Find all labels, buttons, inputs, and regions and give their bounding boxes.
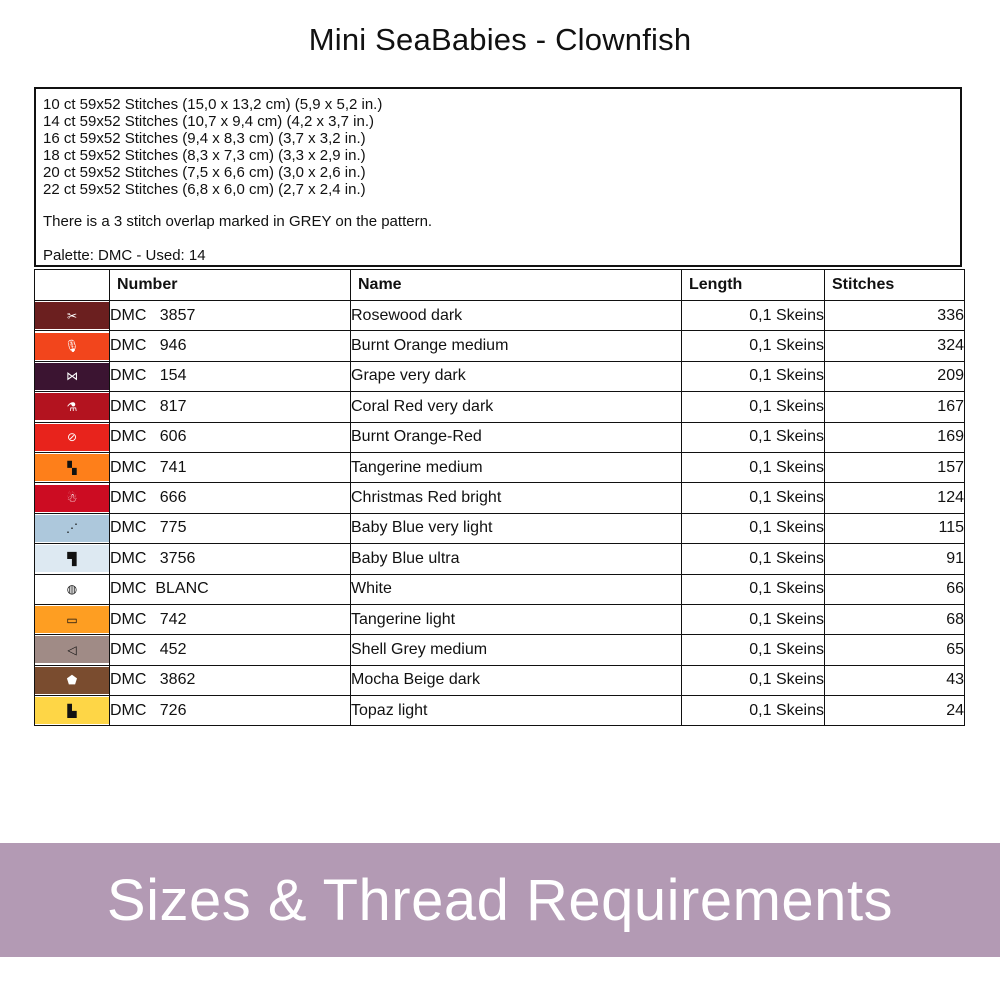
thread-length: 0,1 Skeins — [682, 696, 825, 726]
stitch-symbol-icon: ◍ — [66, 582, 78, 597]
color-swatch-cell — [35, 422, 110, 452]
stitch-symbol-icon: 🎙 — [64, 339, 80, 354]
thread-name: Tangerine medium — [351, 452, 682, 482]
thread-number: DMC 3862 — [110, 665, 351, 695]
thread-rows — [35, 301, 965, 726]
fabric-size-20ct: 20 ct 59x52 Stitches (7,5 x 6,6 cm) (3,0 x 2,6 in.) — [43, 164, 366, 181]
thread-length: 0,1 Skeins — [682, 422, 825, 452]
thread-stitches: 157 — [825, 452, 965, 482]
thread-row — [35, 665, 965, 695]
thread-length: 0,1 Skeins — [682, 665, 825, 695]
stitch-symbol-icon: ▭ — [66, 612, 78, 627]
thread-row — [35, 452, 965, 482]
thread-table-header — [35, 270, 965, 301]
thread-number: DMC 606 — [110, 422, 351, 452]
name-header: Name — [351, 270, 682, 301]
thread-row — [35, 574, 965, 604]
thread-stitches: 68 — [825, 604, 965, 634]
thread-row — [35, 635, 965, 665]
color-swatch-cell — [35, 513, 110, 543]
color-swatch — [35, 636, 109, 663]
thread-row — [35, 422, 965, 452]
color-swatch — [35, 333, 109, 360]
thread-number: DMC 666 — [110, 483, 351, 513]
thread-row — [35, 392, 965, 422]
thread-stitches: 336 — [825, 301, 965, 331]
thread-number: DMC 726 — [110, 696, 351, 726]
fabric-size-10ct: 10 ct 59x52 Stitches (15,0 x 13,2 cm) (5,9 x 5,2 in.) — [43, 96, 383, 113]
thread-name: White — [351, 574, 682, 604]
thread-row — [35, 361, 965, 391]
thread-stitches: 167 — [825, 392, 965, 422]
thread-name: Mocha Beige dark — [351, 665, 682, 695]
thread-length: 0,1 Skeins — [682, 513, 825, 543]
thread-name: Christmas Red bright — [351, 483, 682, 513]
color-swatch-cell — [35, 574, 110, 604]
length-header: Length — [682, 270, 825, 301]
thread-number: DMC 946 — [110, 331, 351, 361]
thread-stitches: 209 — [825, 361, 965, 391]
thread-name: Burnt Orange medium — [351, 331, 682, 361]
thread-length: 0,1 Skeins — [682, 574, 825, 604]
thread-name: Coral Red very dark — [351, 392, 682, 422]
color-swatch — [35, 545, 109, 572]
color-swatch — [35, 302, 109, 329]
color-swatch — [35, 515, 109, 542]
thread-stitches: 124 — [825, 483, 965, 513]
color-swatch — [35, 667, 109, 694]
thread-name: Shell Grey medium — [351, 635, 682, 665]
thread-name: Rosewood dark — [351, 301, 682, 331]
color-swatch — [35, 576, 109, 603]
thread-stitches: 169 — [825, 422, 965, 452]
stitch-symbol-icon: ▚ — [67, 460, 77, 475]
thread-name: Baby Blue very light — [351, 513, 682, 543]
palette-info: Palette: DMC - Used: 14 — [43, 247, 206, 264]
color-swatch — [35, 485, 109, 512]
fabric-size-16ct: 16 ct 59x52 Stitches (9,4 x 8,3 cm) (3,7 x 3,2 in.) — [43, 130, 366, 147]
overlap-note: There is a 3 stitch overlap marked in GREY on the pattern. — [43, 213, 433, 230]
thread-name: Grape very dark — [351, 361, 682, 391]
stitch-symbol-icon: ⬟ — [66, 673, 78, 688]
thread-row — [35, 331, 965, 361]
color-swatch-cell — [35, 392, 110, 422]
color-swatch-cell — [35, 452, 110, 482]
color-swatch-cell — [35, 604, 110, 634]
stitch-symbol-icon: ▙ — [67, 703, 77, 718]
number-header: Number — [110, 270, 351, 301]
thread-name: Baby Blue ultra — [351, 544, 682, 574]
thread-name: Topaz light — [351, 696, 682, 726]
thread-length: 0,1 Skeins — [682, 544, 825, 574]
stitch-symbol-icon: ⋈ — [66, 369, 78, 384]
thread-number: DMC 775 — [110, 513, 351, 543]
stitch-symbol-icon: ☃ — [66, 491, 78, 506]
banner-text: Sizes & Thread Requirements — [106, 867, 894, 933]
color-swatch-cell — [35, 696, 110, 726]
page-title: Mini SeaBabies - Clownfish — [308, 22, 692, 57]
thread-length: 0,1 Skeins — [682, 392, 825, 422]
stitches-header: Stitches — [825, 270, 965, 301]
thread-number: DMC 741 — [110, 452, 351, 482]
thread-length: 0,1 Skeins — [682, 331, 825, 361]
pattern-info-box — [34, 87, 962, 267]
color-swatch-cell — [35, 483, 110, 513]
stitch-symbol-icon: ⊘ — [66, 430, 78, 445]
thread-stitches: 24 — [825, 696, 965, 726]
color-swatch — [35, 606, 109, 633]
thread-stitches: 65 — [825, 635, 965, 665]
color-swatch-cell — [35, 635, 110, 665]
thread-row — [35, 513, 965, 543]
thread-stitches: 43 — [825, 665, 965, 695]
thread-name: Tangerine light — [351, 604, 682, 634]
thread-table — [34, 269, 965, 726]
thread-stitches: 66 — [825, 574, 965, 604]
stitch-symbol-icon: ⋰ — [66, 521, 78, 536]
color-swatch-cell — [35, 331, 110, 361]
thread-name: Burnt Orange-Red — [351, 422, 682, 452]
fabric-size-22ct: 22 ct 59x52 Stitches (6,8 x 6,0 cm) (2,7 x 2,4 in.) — [43, 181, 366, 198]
color-swatch-cell — [35, 301, 110, 331]
thread-row — [35, 301, 965, 331]
swatch-header — [35, 270, 110, 301]
thread-number: DMC 3857 — [110, 301, 351, 331]
thread-row — [35, 544, 965, 574]
color-swatch — [35, 454, 109, 481]
thread-stitches: 324 — [825, 331, 965, 361]
thread-length: 0,1 Skeins — [682, 635, 825, 665]
section-banner — [0, 843, 1000, 957]
thread-stitches: 115 — [825, 513, 965, 543]
color-swatch — [35, 424, 109, 451]
thread-number: DMC 154 — [110, 361, 351, 391]
thread-number: DMC BLANC — [110, 574, 351, 604]
stitch-symbol-icon: ⚗ — [66, 399, 78, 414]
thread-length: 0,1 Skeins — [682, 604, 825, 634]
thread-number: DMC 3756 — [110, 544, 351, 574]
thread-stitches: 91 — [825, 544, 965, 574]
fabric-size-14ct: 14 ct 59x52 Stitches (10,7 x 9,4 cm) (4,2 x 3,7 in.) — [43, 113, 374, 130]
thread-length: 0,1 Skeins — [682, 361, 825, 391]
thread-row — [35, 696, 965, 726]
stitch-symbol-icon: ◁ — [67, 642, 77, 657]
fabric-sizes-list — [43, 96, 382, 198]
thread-number: DMC 742 — [110, 604, 351, 634]
fabric-size-18ct: 18 ct 59x52 Stitches (8,3 x 7,3 cm) (3,3 x 2,9 in.) — [43, 147, 366, 164]
color-swatch-cell — [35, 544, 110, 574]
color-swatch-cell — [35, 361, 110, 391]
thread-length: 0,1 Skeins — [682, 483, 825, 513]
stitch-symbol-icon: ▜ — [67, 551, 77, 566]
color-swatch — [35, 363, 109, 390]
thread-row — [35, 483, 965, 513]
color-swatch-cell — [35, 665, 110, 695]
thread-length: 0,1 Skeins — [682, 452, 825, 482]
thread-number: DMC 452 — [110, 635, 351, 665]
thread-number: DMC 817 — [110, 392, 351, 422]
stitch-symbol-icon: ✂ — [66, 308, 78, 323]
color-swatch — [35, 697, 109, 724]
color-swatch — [35, 393, 109, 420]
thread-row — [35, 604, 965, 634]
thread-length: 0,1 Skeins — [682, 301, 825, 331]
